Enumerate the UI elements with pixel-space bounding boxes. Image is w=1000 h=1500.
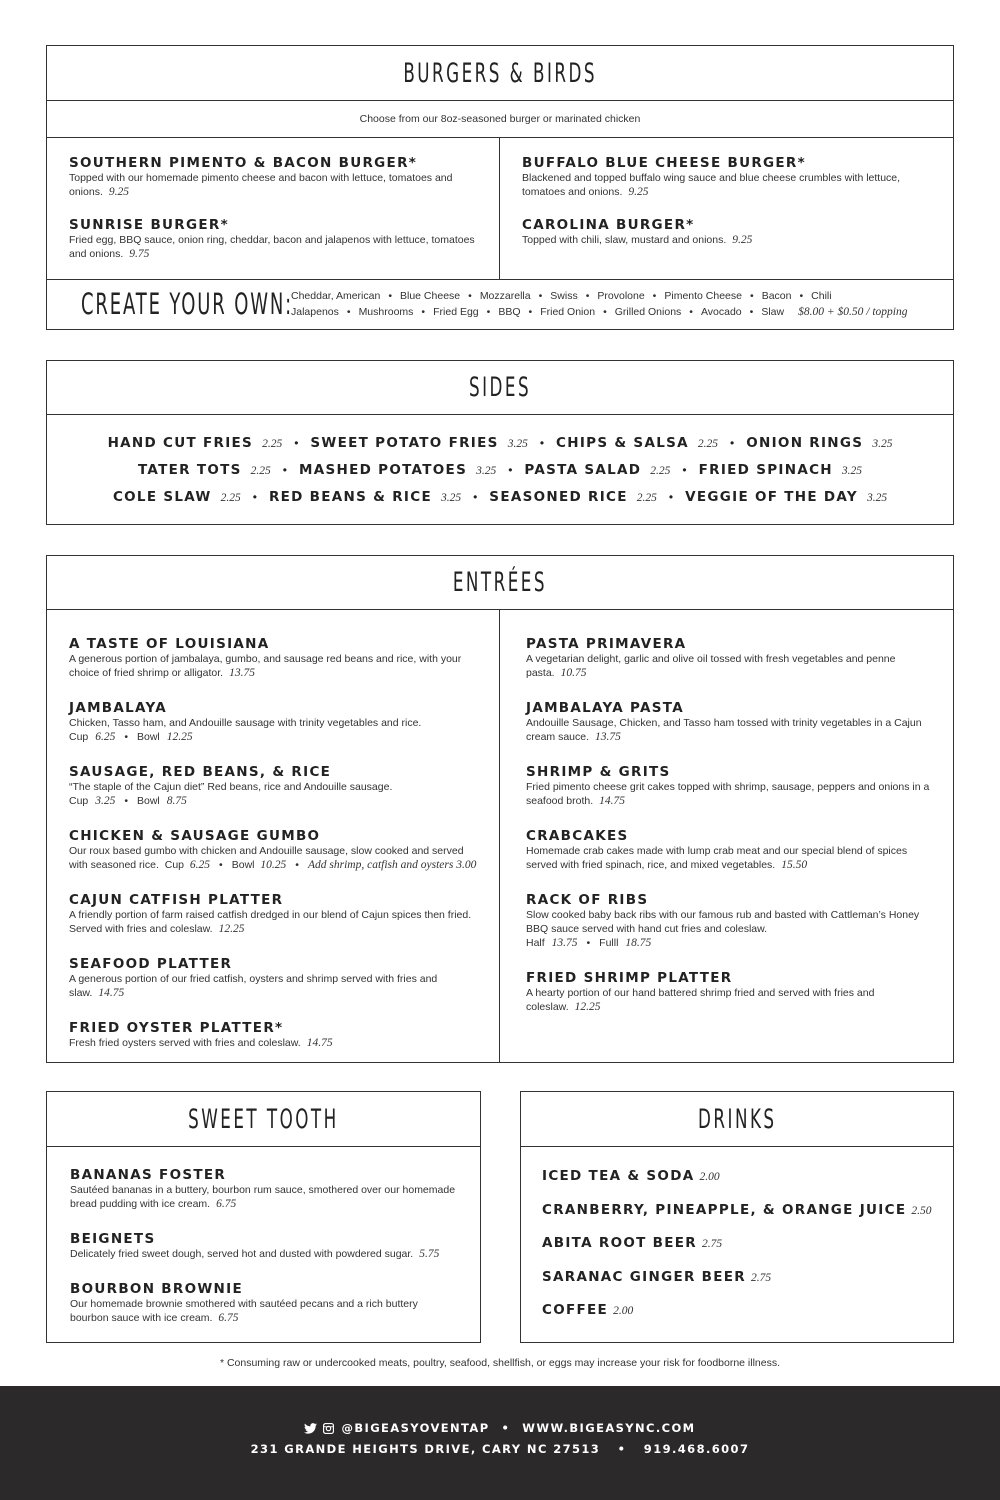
drink-item xyxy=(542,1201,933,1235)
item-description: Slow cooked baby back ribs with our famous rub and basted with Cattleman’s Honey BBQ sauce served with hand cut fries and coleslaw. xyxy=(526,909,920,935)
item-price: 13.75 xyxy=(595,731,621,743)
separator-dot: • xyxy=(682,463,687,477)
topping-price: $8.00 + $0.50 / topping xyxy=(798,306,908,318)
topping-option: Slaw xyxy=(761,306,785,318)
menu-item xyxy=(526,892,931,950)
side-name: VEGGIE OF THE DAY xyxy=(685,489,858,505)
item-description: Our roux based gumbo with chicken and Andouille sausage, slow cooked and served with seasoned rice. Cup 6.25 • Bowl 10.25 • Add shrimp, catfish and oysters 3.00 xyxy=(69,845,477,871)
item-price: 9.25 xyxy=(108,186,129,198)
separator-dot: • xyxy=(528,306,533,318)
item-description: Fried egg, BBQ sauce, onion ring, cheddar, bacon and jalapenos with lettuce, tomatoes and onions. 9.75 xyxy=(69,234,475,260)
item-price: 2.75 xyxy=(701,1238,723,1250)
item-price: 14.75 xyxy=(98,987,125,999)
side-price: 2.25 xyxy=(636,492,657,504)
topping-option: Blue Cheese xyxy=(400,290,461,302)
create-your-own xyxy=(47,280,953,328)
item-name: SHRIMP & GRITS xyxy=(526,764,671,780)
item-price: 12.25 xyxy=(574,1001,601,1013)
toppings-list xyxy=(291,288,907,320)
drink-item xyxy=(542,1301,933,1335)
side-name: RED BEANS & RICE xyxy=(268,489,432,505)
separator-dot: • xyxy=(749,306,754,318)
side-name: COLE SLAW xyxy=(112,489,212,505)
menu-item xyxy=(69,155,477,199)
side-name: SWEET POTATO FRIES xyxy=(310,435,499,451)
topping-option: Swiss xyxy=(550,290,578,302)
entrees-title: ENTRÉES xyxy=(452,567,548,598)
item-price: 2.75 xyxy=(751,1271,772,1284)
disclaimer: * Consuming raw or undercooked meats, poultry, seafood, shellfish, or eggs may increase your risk for foodborne illness. xyxy=(219,1357,781,1369)
separator-dot: • xyxy=(539,436,545,450)
burgers-title: BURGERS & BIRDS xyxy=(403,57,597,89)
separator-dot: • xyxy=(473,490,478,504)
menu-item xyxy=(70,1167,458,1211)
item-name: ABITA ROOT BEER xyxy=(542,1235,697,1251)
item-description: A vegetarian delight, garlic and olive oil tossed with fresh vegetables and penne pasta. 10.75 xyxy=(526,653,896,679)
menu-item xyxy=(526,700,931,744)
topping-option: Avocado xyxy=(700,306,742,318)
separator-dot: • xyxy=(501,1421,511,1435)
separator-dot: • xyxy=(668,490,674,504)
side-price: 3.25 xyxy=(476,465,497,477)
sides-header xyxy=(47,361,953,415)
side-price: 3.25 xyxy=(841,465,863,477)
side-price: 3.25 xyxy=(507,438,528,450)
item-name: ICED TEA & SODA xyxy=(542,1168,695,1184)
item-price: 6.75 xyxy=(216,1198,237,1210)
item-name: FRIED OYSTER PLATTER* xyxy=(69,1020,284,1036)
item-name: SOUTHERN PIMENTO & BACON BURGER* xyxy=(69,155,418,171)
sweet-tooth-section xyxy=(46,1091,481,1343)
item-price: 14.75 xyxy=(306,1037,333,1049)
item-description: Topped with chili, slaw, mustard and onions. 9.25 xyxy=(522,234,753,246)
social-handle[interactable]: @BIGEASYOVENTAP xyxy=(341,1421,490,1435)
item-description: Fried pimento cheese grit cakes topped with shrimp, sausage, peppers and onions in a seafood broth. 14.75 xyxy=(526,781,930,807)
item-price: 13.75 xyxy=(229,667,255,679)
item-price: 2.00 xyxy=(699,1171,720,1183)
item-price: 12.25 xyxy=(218,923,245,935)
sides-section xyxy=(46,360,954,525)
topping-option: Pimento Cheese xyxy=(664,290,742,302)
menu-item xyxy=(526,828,931,872)
menu-item xyxy=(69,892,477,936)
separator-dot: • xyxy=(799,290,804,302)
side-name: CHIPS & SALSA xyxy=(556,435,689,451)
item-description: A hearty portion of our hand battered shrimp fried and served with fries and coleslaw. 12.25 xyxy=(526,987,875,1013)
burgers-header xyxy=(47,46,953,101)
menu-item xyxy=(69,828,477,872)
item-name: PASTA PRIMAVERA xyxy=(526,636,687,652)
side-name: MASHED POTATOES xyxy=(299,462,468,478)
item-description: Our homemade brownie smothered with sautéed pecans and a rich buttery bourbon sauce with ice cream. 6.75 xyxy=(70,1298,418,1324)
drink-item xyxy=(542,1268,933,1302)
menu-item xyxy=(69,1020,477,1050)
side-name: HAND CUT FRIES xyxy=(107,435,254,451)
item-price: 14.75 xyxy=(599,795,626,807)
item-name: SARANAC GINGER BEER xyxy=(542,1268,746,1285)
separator-dot: • xyxy=(617,1442,627,1456)
menu-item xyxy=(70,1231,458,1261)
separator-dot: • xyxy=(421,306,426,318)
twitter-icon[interactable] xyxy=(304,1423,317,1434)
burgers-left-column xyxy=(47,138,500,279)
item-name: CRABCAKES xyxy=(526,828,629,844)
sides-title: SIDES xyxy=(468,372,532,403)
side-price: 2.25 xyxy=(697,438,719,450)
menu-item xyxy=(69,700,477,744)
item-price: 9.25 xyxy=(732,234,753,246)
entrees-header xyxy=(47,556,953,610)
menu-item xyxy=(70,1281,458,1325)
separator-dot: • xyxy=(689,306,693,318)
menu-item xyxy=(522,155,931,199)
item-name: SUNRISE BURGER* xyxy=(69,217,229,233)
item-description: Topped with our homemade pimento cheese and bacon with lettuce, tomatoes and onions. 9.25 xyxy=(69,172,453,198)
item-price-options: Cup 6.25 • Bowl 12.25 xyxy=(69,731,193,743)
item-price: 9.25 xyxy=(628,186,649,198)
menu-item xyxy=(522,217,931,247)
side-price: 2.25 xyxy=(650,465,671,477)
topping-option: Bacon xyxy=(761,290,792,302)
topping-option: BBQ xyxy=(498,306,521,318)
sides-row xyxy=(47,435,953,462)
item-price: 2.50 xyxy=(911,1204,932,1217)
item-description: Chicken, Tasso ham, and Andouille sausage with trinity vegetables and rice. xyxy=(69,717,422,729)
entrees-section xyxy=(46,555,954,1063)
item-name: A TASTE OF LOUISIANA xyxy=(69,636,270,652)
item-name: CAROLINA BURGER* xyxy=(522,217,695,233)
item-price: 6.75 xyxy=(218,1312,239,1324)
side-name: ONION RINGS xyxy=(746,435,864,451)
side-name: SEASONED RICE xyxy=(489,489,628,505)
instagram-icon[interactable] xyxy=(323,1423,334,1434)
side-price: 3.25 xyxy=(440,492,462,504)
menu-item xyxy=(69,956,477,1000)
separator-dot: • xyxy=(486,306,491,318)
item-description: Fresh fried oysters served with fries and coleslaw. 14.75 xyxy=(69,1037,333,1049)
topping-option: Fried Onion xyxy=(540,306,596,318)
item-description: “The staple of the Cajun diet” Red beans, rice and Andouille sausage. xyxy=(69,781,393,793)
topping-option: Cheddar, American xyxy=(291,290,381,302)
item-description: A generous portion of jambalaya, gumbo, and sausage red beans and rice, with your choice of fried shrimp or alligator. 13.75 xyxy=(69,653,462,679)
item-name: SEAFOOD PLATTER xyxy=(69,956,233,972)
item-name: BOURBON BROWNIE xyxy=(70,1281,243,1297)
drinks-title: DRINKS xyxy=(697,1103,777,1135)
separator-dot: • xyxy=(508,463,513,477)
item-price: 9.75 xyxy=(129,248,150,260)
separator-dot: • xyxy=(750,290,754,302)
topping-option: Chili xyxy=(811,290,832,302)
topping-option: Mozzarella xyxy=(479,290,531,302)
menu-item xyxy=(69,217,477,261)
sides-row xyxy=(47,462,953,489)
side-price: 2.25 xyxy=(250,465,271,477)
toppings-line-1 xyxy=(291,288,907,304)
footer xyxy=(0,1386,1000,1500)
menu-item xyxy=(69,636,477,680)
side-name: FRIED SPINACH xyxy=(698,462,833,478)
item-addon: Add shrimp, catfish and oysters 3.00 xyxy=(307,859,477,871)
entrees-left-column xyxy=(47,610,500,1062)
item-name: BUFFALO BLUE CHEESE BURGER* xyxy=(522,155,806,171)
item-name: BEIGNETS xyxy=(70,1231,156,1247)
item-description: A generous portion of our fried catfish, oysters and shrimp served with fries and slaw. 14.75 xyxy=(69,973,438,999)
separator-dot: • xyxy=(585,290,590,302)
separator-dot: • xyxy=(603,306,607,318)
side-price: 2.25 xyxy=(220,492,241,504)
create-your-own-title: CREATE YOUR OWN: xyxy=(81,287,294,321)
menu-item xyxy=(526,970,931,1014)
separator-dot: • xyxy=(468,290,472,302)
item-price: 2.00 xyxy=(613,1305,634,1317)
item-description: Blackened and topped buffalo wing sauce and blue cheese crumbles with lettuce, tomatoes and onions. 9.25 xyxy=(522,172,901,198)
item-price-options: Half 13.75 • Fulll 18.75 xyxy=(526,937,652,949)
topping-option: Mushrooms xyxy=(358,306,414,318)
address: 231 GRANDE HEIGHTS DRIVE, CARY NC 27513 xyxy=(250,1442,601,1456)
item-name: JAMBALAYA xyxy=(69,700,168,716)
phone-number[interactable]: 919.468.6007 xyxy=(643,1442,750,1456)
drinks-section xyxy=(520,1091,954,1343)
separator-dot: • xyxy=(346,306,351,318)
item-description: A friendly portion of farm raised catfish dredged in our blend of Cajun spices then fried. Served with fries and coleslaw. 12.25 xyxy=(69,909,472,935)
menu-item xyxy=(69,764,477,808)
item-name: SAUSAGE, RED BEANS, & RICE xyxy=(69,764,332,780)
topping-option: Jalapenos xyxy=(291,306,339,318)
separator-dot: • xyxy=(252,490,257,504)
separator-dot: • xyxy=(538,290,543,302)
toppings-line-2 xyxy=(291,304,907,320)
item-name: CHICKEN & SAUSAGE GUMBO xyxy=(69,828,321,844)
sweet-tooth-title: SWEET TOOTH xyxy=(188,1103,339,1135)
separator-dot: • xyxy=(652,290,657,302)
menu-item xyxy=(526,636,931,680)
item-description: Delicately fried sweet dough, served hot and dusted with powdered sugar. 5.75 xyxy=(70,1248,440,1260)
separator-dot: • xyxy=(388,290,392,302)
item-price: 5.75 xyxy=(419,1248,440,1260)
topping-option: Provolone xyxy=(597,290,645,302)
burgers-section xyxy=(46,45,954,330)
sides-list xyxy=(47,415,953,516)
drink-item xyxy=(542,1234,933,1268)
sides-row xyxy=(47,489,953,516)
item-description: Sautéed bananas in a buttery, bourbon rum sauce, smothered over our homemade bread pudding with ice cream. 6.75 xyxy=(70,1184,456,1210)
burgers-subtitle: Choose from our 8oz-seasoned burger or marinated chicken xyxy=(47,101,953,138)
side-price: 3.25 xyxy=(872,438,893,450)
drink-item xyxy=(542,1167,933,1201)
website-link[interactable]: WWW.BIGEASYNC.COM xyxy=(522,1421,696,1435)
item-name: FRIED SHRIMP PLATTER xyxy=(526,970,733,986)
separator-dot: • xyxy=(294,436,299,450)
drinks-header xyxy=(521,1092,953,1147)
topping-option: Grilled Onions xyxy=(614,306,682,318)
separator-dot: • xyxy=(730,436,735,450)
menu-item xyxy=(526,764,931,808)
item-name: JAMBALAYA PASTA xyxy=(526,700,684,716)
burgers-right-column xyxy=(500,138,953,279)
item-name: COFFEE xyxy=(542,1302,609,1318)
sweet-tooth-header xyxy=(47,1092,480,1147)
item-name: BANANAS FOSTER xyxy=(70,1167,227,1183)
topping-option: Fried Egg xyxy=(433,306,479,318)
item-name: CRANBERRY, PINEAPPLE, & ORANGE JUICE xyxy=(542,1201,907,1218)
item-name: RACK OF RIBS xyxy=(526,892,649,908)
entrees-right-column xyxy=(500,610,953,1062)
item-price: 15.50 xyxy=(781,859,808,871)
item-name: CAJUN CATFISH PLATTER xyxy=(69,892,284,908)
item-price: 10.75 xyxy=(560,667,587,679)
side-name: PASTA SALAD xyxy=(524,462,642,478)
item-description: Andouille Sausage, Chicken, and Tasso ham tossed with trinity vegetables in a Cajun cream sauce. 13.75 xyxy=(526,717,922,743)
side-name: TATER TOTS xyxy=(137,462,242,478)
side-price: 2.25 xyxy=(262,438,283,450)
separator-dot: • xyxy=(282,463,287,477)
side-price: 3.25 xyxy=(866,492,888,504)
item-price-options: Cup 3.25 • Bowl 8.75 xyxy=(69,795,187,807)
item-description: Homemade crab cakes made with lump crab meat and our special blend of spices served with fried spinach, rice, and mixed vegetables. 15.50 xyxy=(526,845,908,871)
